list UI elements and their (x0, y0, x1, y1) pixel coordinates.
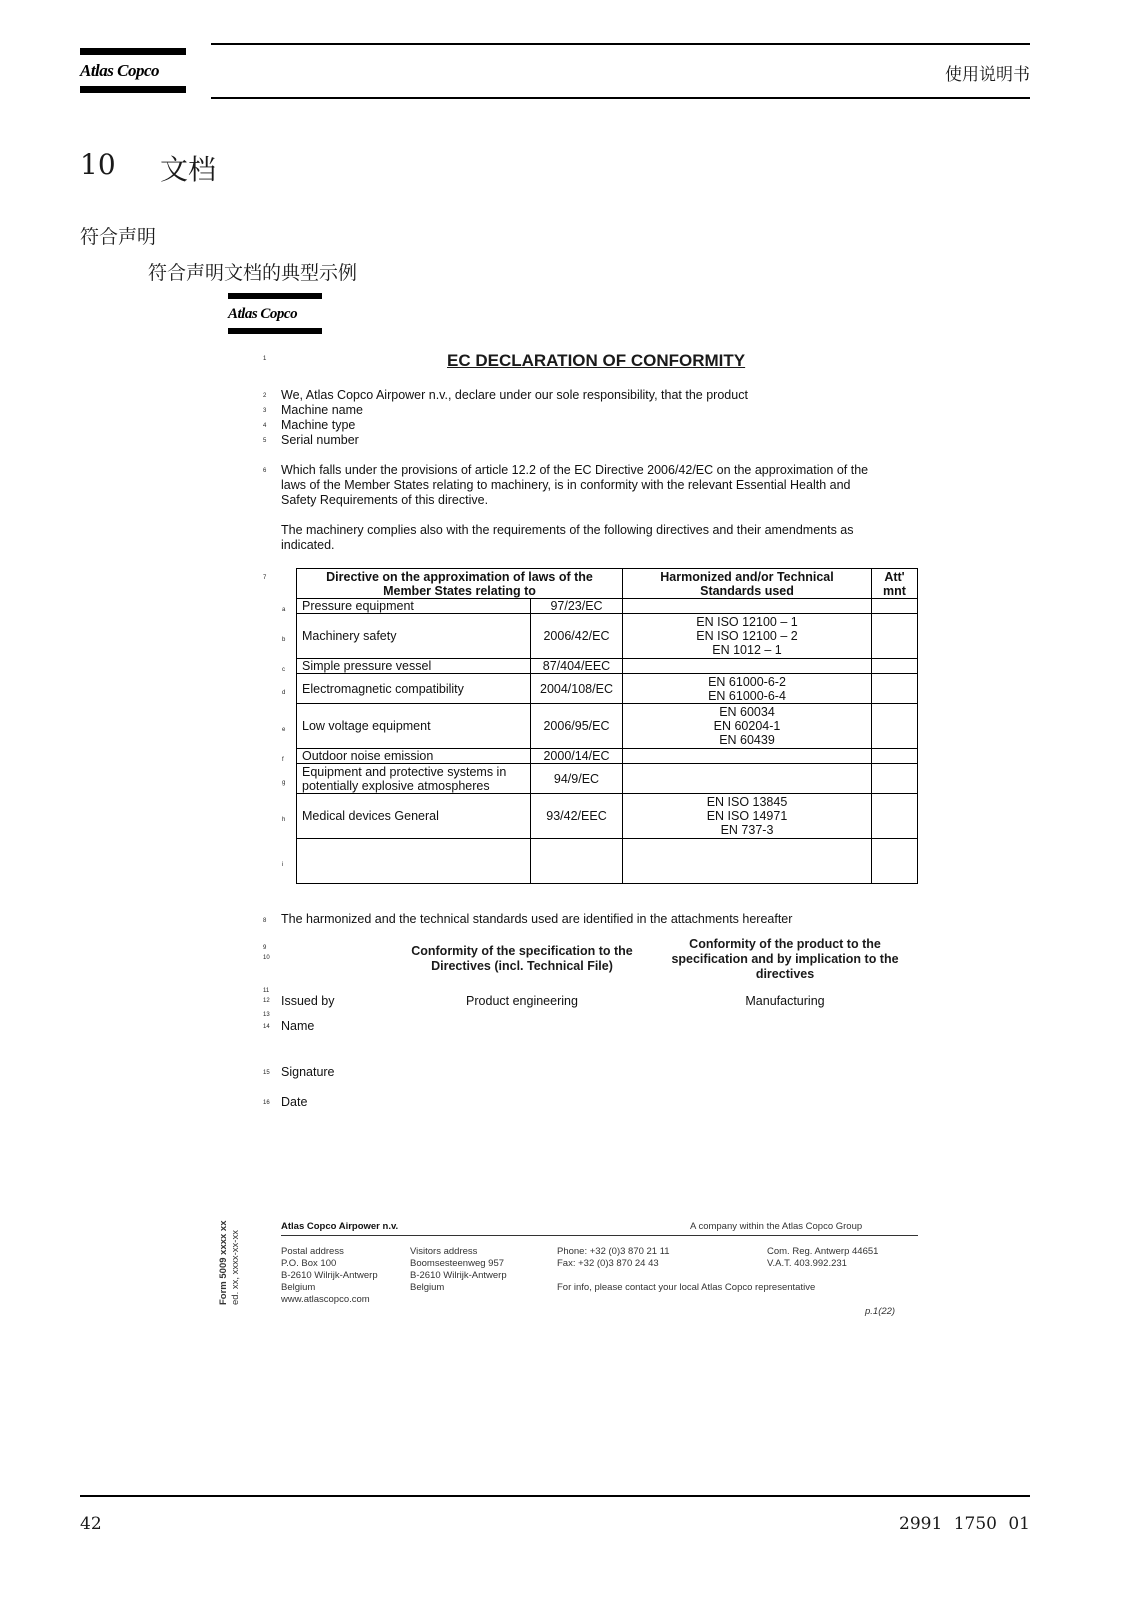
manufacturing-label: Manufacturing (745, 994, 825, 1008)
directive-name: Equipment and protective systems in potentially explosive atmospheres (302, 764, 507, 793)
serial-number-label: Serial number (281, 433, 359, 447)
registration-info (767, 1246, 878, 1270)
standard: EN 61000-6-2 (708, 674, 786, 689)
row-letter: d (282, 690, 286, 696)
directive-name: Low voltage equipment (302, 719, 431, 733)
standard: EN 60034 (719, 705, 775, 719)
standard: EN 61000-6-4 (708, 688, 786, 703)
address-line: B-2610 Wilrijk-Antwerp (410, 1270, 507, 1281)
attachment-cell (872, 659, 918, 674)
line-number: 4 (263, 423, 267, 429)
row-letter: h (282, 817, 286, 823)
standards-cell (623, 674, 872, 704)
standard: EN ISO 12100 – 2 (696, 629, 798, 643)
header-text: Directive on the approximation of laws of the (326, 569, 593, 584)
table-row (297, 839, 918, 884)
table-row (297, 794, 918, 839)
section-title: 文档 (160, 153, 217, 186)
standard: EN 60204-1 (713, 719, 781, 733)
info-note: For info, please contact your local Atlas Copco representative (557, 1282, 816, 1293)
header-text: Conformity of the specification to the (411, 944, 633, 958)
standards-cell (623, 704, 872, 749)
standards-cell (623, 614, 872, 659)
standards-cell (623, 749, 872, 764)
line-number: 5 (263, 438, 267, 444)
row-letter: b (282, 637, 286, 643)
standard: EN ISO 14971 (706, 809, 788, 823)
address-line: B-2610 Wilrijk-Antwerp (281, 1270, 378, 1281)
page-number: 42 (80, 1514, 102, 1534)
declaration-logo (228, 293, 322, 334)
vat-number: V.A.T. 403.992.231 (767, 1258, 847, 1269)
line-number: 10 (263, 955, 270, 961)
row-letter: c (282, 667, 285, 673)
machine-name-label: Machine name (281, 403, 363, 417)
directive-column-header (297, 569, 623, 599)
directive-name: Outdoor noise emission (302, 749, 434, 763)
header-text: directives (755, 967, 815, 981)
directive-code: 2000/14/EC (531, 749, 623, 764)
header-text: Standards used (700, 583, 794, 598)
directive-name-cell (282, 764, 531, 794)
directive-name: Simple pressure vessel (302, 659, 432, 673)
directive-code: 2006/95/EC (531, 704, 623, 749)
document-page-ref: p.1(22) (865, 1306, 896, 1317)
line-number: 15 (263, 1070, 270, 1076)
provisions-line-3: Safety Requirements of this directive. (281, 493, 489, 507)
row-letter: a (282, 607, 286, 613)
product-engineering-label: Product engineering (466, 994, 578, 1008)
complies-line-2: indicated. (281, 538, 335, 552)
line-number: 2 (263, 393, 267, 399)
table-row (297, 704, 918, 749)
header-text: Member States relating to (383, 583, 536, 598)
document-number: 2991 1750 01 (899, 1514, 1030, 1534)
declaration-title: EC DECLARATION OF CONFORMITY (447, 351, 746, 370)
date-label: Date (281, 1095, 308, 1109)
attachment-cell (872, 794, 918, 839)
attachment-cell (872, 764, 918, 794)
machine-type-label: Machine type (281, 418, 356, 432)
line-number: 12 (263, 998, 270, 1004)
directive-name: Electromagnetic compatibility (302, 681, 464, 696)
form-code-line: Form 5009 xxxx xx (218, 1220, 229, 1305)
line-number: 3 (263, 408, 267, 414)
standards-cell (623, 659, 872, 674)
address-line: P.O. Box 100 (281, 1258, 337, 1269)
attachment-cell (872, 704, 918, 749)
visitors-address (410, 1246, 507, 1294)
provisions-line-2: laws of the Member States relating to machinery, is in conformity with the relevant Essential Health and (281, 478, 851, 492)
line-number: 8 (263, 918, 267, 924)
header-text: Conformity of the product to the (689, 937, 881, 951)
address-line: Postal address (281, 1246, 344, 1257)
form-code (218, 1220, 242, 1305)
standards-cell (623, 764, 872, 794)
header-top-rule (211, 43, 1030, 45)
directive-code (531, 839, 623, 884)
attachment-cell (872, 674, 918, 704)
line-number: 13 (263, 1012, 270, 1018)
address-line: Visitors address (410, 1246, 478, 1257)
phone-number: Phone: +32 (0)3 870 21 11 (557, 1246, 670, 1257)
standards-cell (623, 839, 872, 884)
postal-address (281, 1246, 378, 1306)
directive-code: 87/404/EEC (531, 659, 623, 674)
name-label: Name (281, 1019, 315, 1033)
line-number: 6 (263, 468, 267, 474)
directive-name-cell (282, 599, 531, 614)
row-letter: i (282, 862, 284, 868)
attachment-cell (872, 749, 918, 764)
line-number: 1 (263, 356, 267, 362)
table-header-row (297, 569, 918, 599)
declaration-logo-wordmark: Atlas Copco (228, 306, 298, 322)
figure-caption: 符合声明文档的典型示例 (148, 262, 358, 284)
complies-line-1: The machinery complies also with the requirements of the following directives and their amendments as (281, 523, 854, 537)
directive-name: Machinery safety (302, 629, 397, 643)
standards-column-header (623, 569, 872, 599)
issued-by-label: Issued by (281, 994, 335, 1008)
standard: EN 1012 – 1 (712, 643, 782, 657)
row-letter: f (282, 757, 284, 763)
directive-name: Pressure equipment (302, 599, 414, 613)
footer-top-rule (80, 1495, 1030, 1497)
directive-code: 93/42/EEC (531, 794, 623, 839)
doc-type-label: 使用说明书 (945, 65, 1030, 85)
line-number: 7 (263, 575, 267, 581)
directive-name-cell (282, 704, 531, 749)
contact-numbers (557, 1246, 670, 1270)
harmonized-note: The harmonized and the technical standards used are identified in the attachments hereafter (281, 912, 793, 926)
company-registration: Com. Reg. Antwerp 44651 (767, 1246, 879, 1257)
directive-code: 97/23/EC (531, 599, 623, 614)
website-link[interactable]: www.atlascopco.com (281, 1294, 370, 1305)
standard: EN ISO 13845 (706, 795, 788, 809)
logo-wordmark: Atlas Copco (80, 61, 160, 80)
table-row (297, 614, 918, 659)
line-number: 14 (263, 1024, 270, 1030)
header-text: Att' (884, 569, 905, 584)
directive-code: 2006/42/EC (531, 614, 623, 659)
standard: EN 60439 (719, 733, 775, 747)
line-number: 9 (263, 945, 267, 951)
header-text: Directives (incl. Technical File) (431, 959, 613, 973)
subsection-title: 符合声明 (80, 226, 157, 248)
standards-cell (623, 794, 872, 839)
directives-table (282, 568, 918, 884)
intro-text: We, Atlas Copco Airpower n.v., declare under our sole responsibility, that the product (281, 388, 748, 402)
standard: EN 737-3 (720, 823, 774, 837)
row-letter: g (282, 780, 286, 786)
directive-name-cell (282, 794, 531, 839)
directive-name-cell (282, 674, 531, 704)
spec-conformity-header (398, 944, 646, 974)
row-letter: e (282, 727, 286, 733)
directive-name-cell (282, 614, 531, 659)
directive-name-cell (282, 659, 531, 674)
line-number: 16 (263, 1100, 270, 1106)
header-bottom-rule (211, 97, 1030, 99)
table-row (297, 599, 918, 614)
attachment-column-header (872, 569, 918, 599)
directive-code: 94/9/EC (531, 764, 623, 794)
directive-name-cell (282, 749, 531, 764)
section-number: 10 (80, 148, 116, 181)
atlas-copco-logo (80, 48, 186, 93)
standards-cell (623, 599, 872, 614)
product-conformity-header (660, 937, 910, 982)
provisions-line-1: Which falls under the provisions of article 12.2 of the EC Directive 2006/42/EC on the approximation of the (281, 463, 869, 477)
address-line: Belgium (410, 1282, 445, 1293)
address-line: Belgium (281, 1282, 316, 1293)
group-note: A company within the Atlas Copco Group (690, 1221, 863, 1232)
company-name: Atlas Copco Airpower n.v. (281, 1221, 399, 1232)
attachment-cell (872, 614, 918, 659)
address-line: Boomsesteenweg 957 (410, 1258, 505, 1269)
form-code-line: ed. xx, xxxx-xx-xx (230, 1230, 241, 1305)
footer-rule (281, 1235, 918, 1236)
header-text: Harmonized and/or Technical (660, 569, 834, 584)
table-row (297, 749, 918, 764)
line-number: 11 (263, 988, 270, 994)
table-row (297, 764, 918, 794)
table-row (297, 674, 918, 704)
table-row (297, 659, 918, 674)
fax-number: Fax: +32 (0)3 870 24 43 (557, 1258, 659, 1269)
signature-label: Signature (281, 1065, 335, 1079)
directive-name: Medical devices General (302, 809, 439, 823)
directive-name-cell (282, 839, 531, 884)
attachment-cell (872, 599, 918, 614)
standard: EN ISO 12100 – 1 (696, 615, 798, 629)
attachment-cell (872, 839, 918, 884)
header-text: specification and by implication to the (671, 952, 899, 966)
header-text: mnt (883, 583, 906, 598)
directive-code: 2004/108/EC (531, 674, 623, 704)
